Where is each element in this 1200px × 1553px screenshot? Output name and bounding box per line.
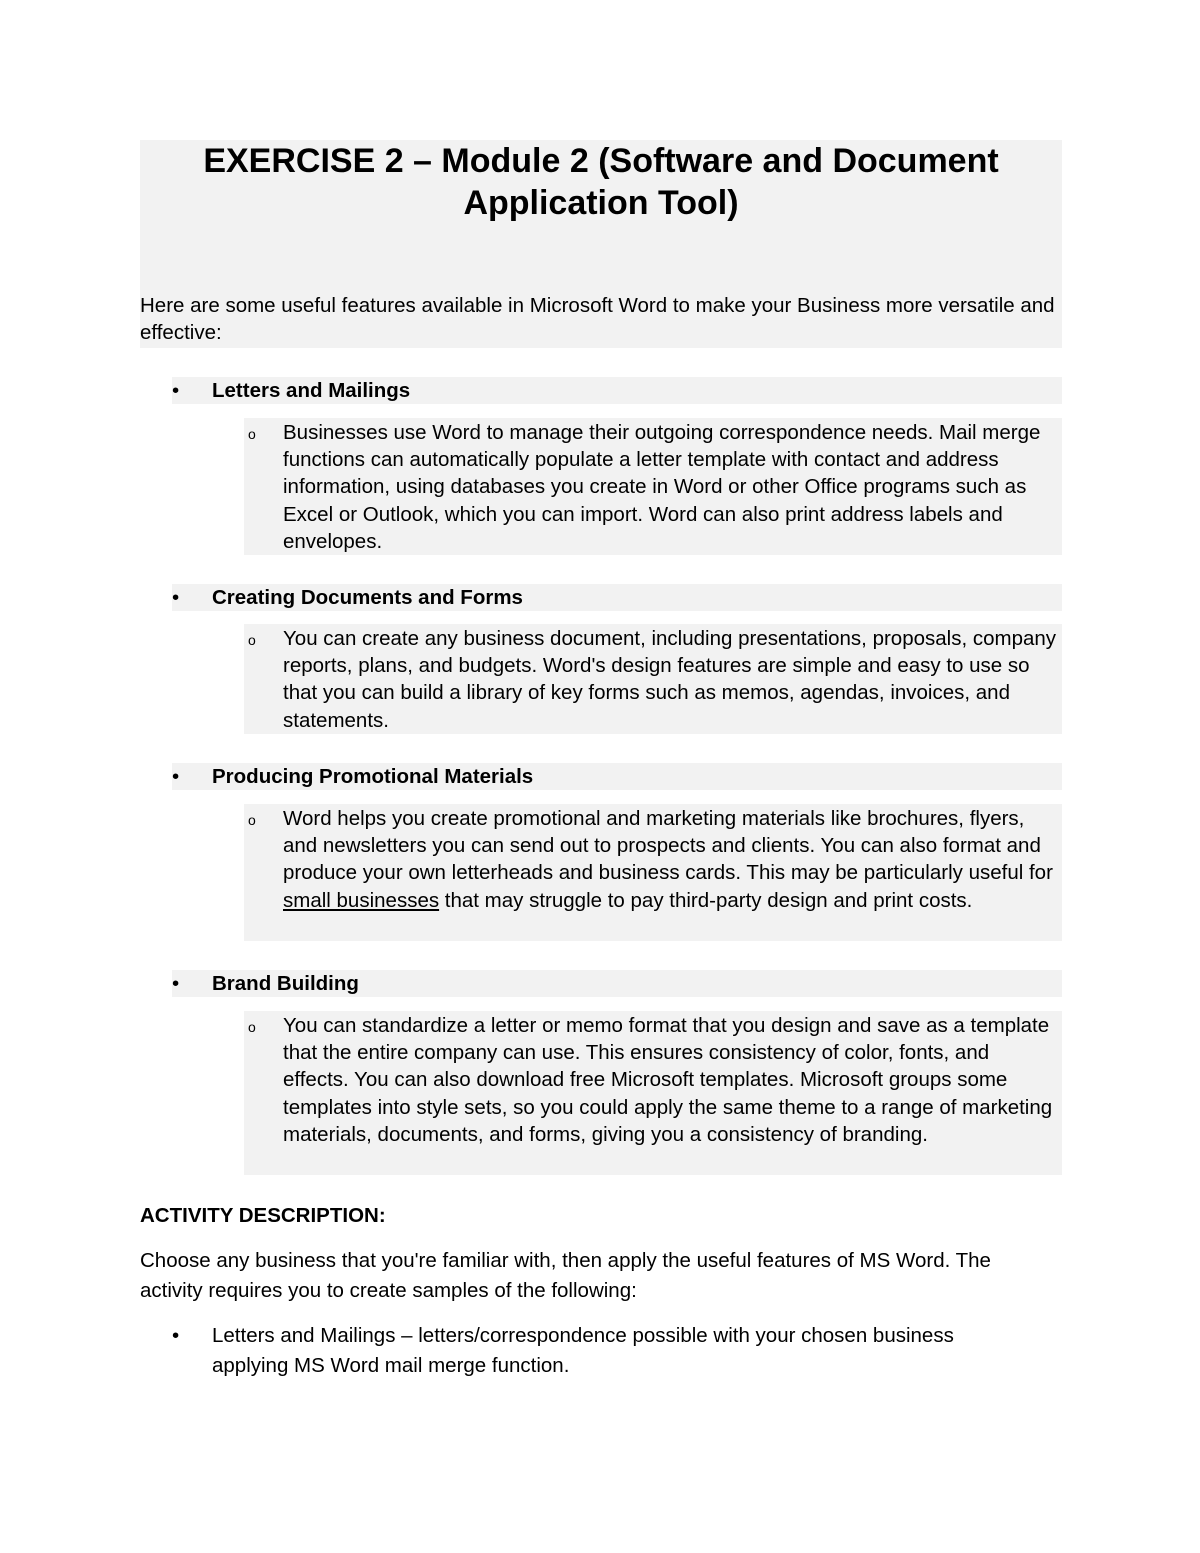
title-line-1: EXERCISE 2 – Module 2 (Software and Document <box>203 142 999 180</box>
sub-bullet-icon: o <box>248 1019 256 1035</box>
feature-text-documents <box>244 625 1062 735</box>
sub-bullet-icon: o <box>248 812 256 828</box>
feature-heading-label: Producing Promotional Materials <box>212 765 534 788</box>
feature-heading-label: Brand Building <box>212 972 359 995</box>
feature-heading-promotional <box>172 763 1062 790</box>
feature-text-letters <box>244 419 1062 556</box>
feature-heading-label: Letters and Mailings <box>212 379 411 402</box>
activity-description: Choose any business that you're familiar with, then apply the useful features of MS Word. The activity requires you to create samples of the following: <box>140 1249 991 1302</box>
feature-heading-letters <box>172 377 1062 404</box>
feature-text-part-2: that may struggle to pay third-party design and print costs. <box>439 888 973 912</box>
activity-item-text: Letters and Mailings – letters/correspondence possible with your chosen business applying MS Word mail merge function. <box>212 1324 954 1377</box>
feature-heading-label: Creating Documents and Forms <box>212 586 523 609</box>
feature-text-part-1: Word helps you create promotional and marketing materials like brochures, flyers, and newsletters you can send out to prospects and clients. You can also format and produce your own letterheads and business cards. This may be particularly useful for <box>283 807 1053 885</box>
feature-text-brand <box>244 1012 1062 1176</box>
feature-text-promotional <box>244 805 1062 942</box>
feature-heading-documents <box>172 584 1062 611</box>
sub-bullet-icon: o <box>248 632 256 648</box>
title-line-2: Application Tool) <box>463 184 739 222</box>
bullet-icon: • <box>172 586 180 609</box>
bullet-icon: • <box>172 379 180 402</box>
activity-heading: ACTIVITY DESCRIPTION: <box>140 1204 386 1227</box>
sub-bullet-icon: o <box>248 426 256 442</box>
small-businesses-link[interactable]: small businesses <box>283 888 440 912</box>
feature-text-body: Businesses use Word to manage their outgoing correspondence needs. Mail merge functions can automatically populate a letter template with contact and address information, using databases you create in Word or other Office programs such as Excel or Outlook, which you can import. Word can also print address labels and envelopes. <box>283 421 1041 553</box>
feature-text-body: You can standardize a letter or memo format that you design and save as a template that the entire company can use. This ensures consistency of color, fonts, and effects. You can also download free Microsoft templates. Microsoft groups some templates into style sets, so you could apply the same theme to a range of marketing materials, documents, and forms, giving you a consistency of branding. <box>283 1014 1053 1146</box>
feature-text-body <box>283 805 1058 914</box>
intro-paragraph: Here are some useful features available in Microsoft Word to make your Business more versatile and effective: <box>140 294 1055 344</box>
feature-heading-brand <box>172 970 1062 997</box>
bullet-icon: • <box>172 1324 180 1347</box>
feature-text-body: You can create any business document, including presentations, proposals, company reports, plans, and budgets. Word's design features are simple and easy to use so that you can build a library of key forms such as memos, agendas, invoices, and statements. <box>283 627 1057 732</box>
bullet-icon: • <box>172 972 180 995</box>
bullet-icon: • <box>172 765 180 788</box>
